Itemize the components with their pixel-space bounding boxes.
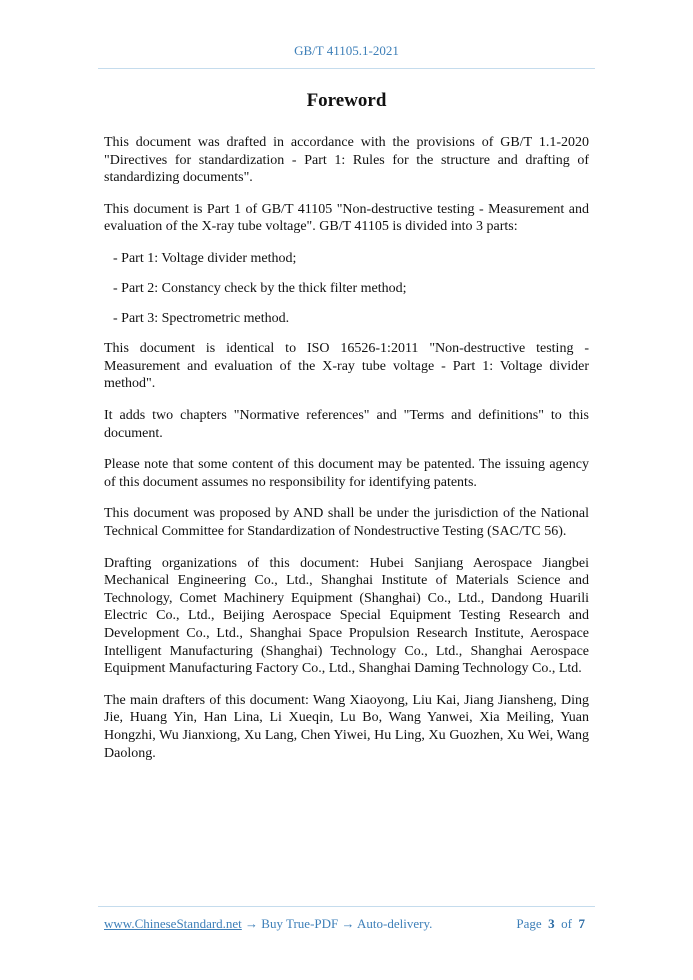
list-item: - Part 3: Spectrometric method. (113, 311, 290, 327)
paragraph: This document was drafted in accordance with the provisions of GB/T 1.1-2020 "Directives for standardization - Part 1: Rules for the structure and drafting of standardizing documents". (104, 135, 589, 186)
page-title: Foreword (306, 90, 387, 111)
footer-promo (104, 916, 432, 932)
page-label: Page (516, 916, 542, 931)
header-divider (98, 68, 595, 69)
page-current: 3 (548, 916, 555, 931)
promo-text: → Buy True-PDF → Auto-delivery. (241, 916, 433, 931)
running-header: GB/T 41105.1-2021 (294, 43, 399, 58)
list-item: - Part 1: Voltage divider method; (113, 250, 297, 266)
paragraph: This document was proposed by AND shall be under the jurisdiction of the National Technical Committee for Standardization of Nondestructive Testing (SAC/TC 56). (104, 506, 589, 539)
document-body (104, 134, 589, 776)
website-link[interactable]: www.ChineseStandard.net (104, 916, 242, 931)
paragraph: It adds two chapters "Normative references" and "Terms and definitions" to this document. (104, 408, 589, 441)
paragraph: This document is identical to ISO 16526-1:2011 "Non-destructive testing - Measurement and evaluation of the X-ray tube voltage - Part 1: Voltage divider method". (104, 341, 589, 392)
paragraph: Drafting organizations of this document: Hubei Sanjiang Aerospace Jiangbei Mechanical Engineering Co., Ltd., Shanghai Institute of Materials Science and Technology, Comet Machinery Equipment (Shanghai) Co., Ltd., Dandong Huarili Electric Co., Ltd., Beijing Aerospace Special Equipment Testing Research and Development Co., Ltd., Shanghai Space Propulsion Research Institute, Aerospace Intelligent Manufacturing (Shanghai) Technology Co., Ltd., Shanghai Aerospace Equipment Manufacturing Factory Co., Ltd., Shanghai Daming Technology Co., Ltd. (104, 555, 589, 677)
of-label: of (561, 916, 572, 931)
page-number (516, 916, 585, 932)
page-total: 7 (578, 916, 585, 931)
paragraph: Please note that some content of this document may be patented. The issuing agency of this document assumes no responsibility for identifying patents. (104, 457, 589, 490)
list-item: - Part 2: Constancy check by the thick filter method; (113, 281, 407, 297)
paragraph: This document is Part 1 of GB/T 41105 "Non-destructive testing - Measurement and evaluation of the X-ray tube voltage". GB/T 41105 is divided into 3 parts: (104, 201, 589, 235)
footer-divider (98, 906, 595, 907)
paragraph: The main drafters of this document: Wang Xiaoyong, Liu Kai, Jiang Jiansheng, Ding Jie, Huang Yin, Han Lina, Li Xueqin, Lu Bo, Wang Yanwei, Xia Meiling, Yuan Hongzhi, Wu Jianxiong, Xu Lang, Chen Yiwei, Hu Ling, Xu Guozhen, Xu Wei, Wang Daolong. (104, 692, 589, 761)
footer (104, 916, 585, 932)
